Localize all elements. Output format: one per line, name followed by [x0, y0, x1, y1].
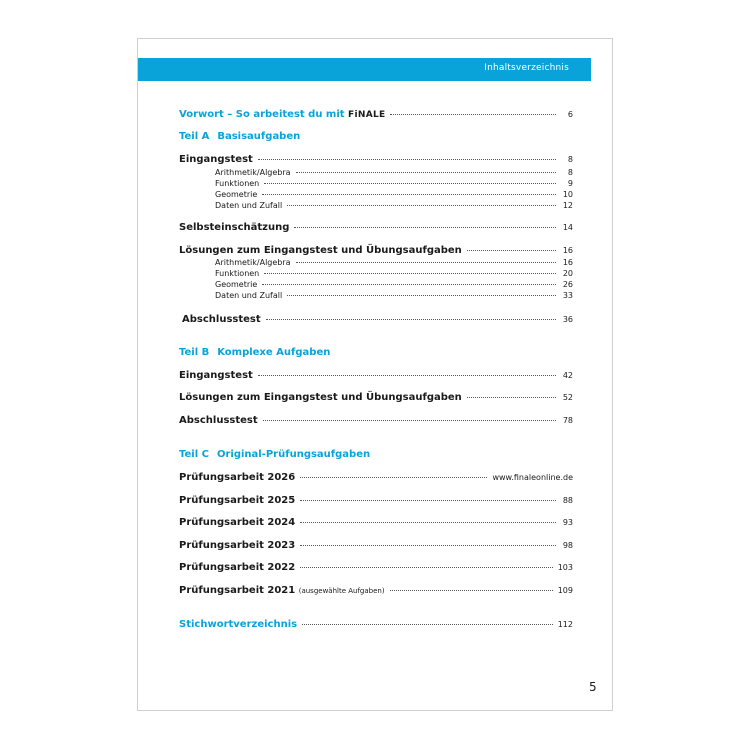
page-ref: 93: [562, 518, 573, 527]
leader-dots: [287, 205, 556, 206]
page-ref: 8: [567, 168, 573, 177]
page-ref: 6: [567, 110, 573, 119]
section-heading-teil-b: [179, 347, 330, 358]
page-ref: 12: [562, 201, 573, 210]
entry-label: Prüfungsarbeit 2023: [179, 540, 296, 551]
entry-label: Daten und Zufall: [215, 291, 283, 300]
website-link[interactable]: www.finaleonline.de: [492, 473, 573, 482]
leader-dots: [467, 397, 556, 398]
entry-label: Abschlusstest: [182, 314, 261, 325]
page-ref: 26: [562, 280, 573, 289]
page-ref: 109: [557, 586, 573, 595]
toc-entry-pruefung-2022[interactable]: [179, 562, 573, 573]
page-ref: 14: [562, 223, 573, 232]
page-ref: 88: [562, 496, 573, 505]
page-number: 5: [589, 680, 597, 694]
page-ref: 20: [562, 269, 573, 278]
toc-entry-stichwortverzeichnis[interactable]: [179, 619, 573, 630]
entry-label: Eingangstest: [179, 370, 253, 381]
entry-label: Abschlusstest: [179, 415, 258, 426]
page-ref: 33: [562, 291, 573, 300]
toc-entry-selbsteinschaetzung[interactable]: [179, 222, 573, 233]
page-ref: 98: [562, 541, 573, 550]
leader-dots: [262, 194, 556, 195]
toc-entry-pruefung-2026[interactable]: [179, 472, 573, 483]
leader-dots: [300, 500, 556, 501]
toc-subentry[interactable]: [179, 280, 573, 289]
entry-label: Arithmetik/Algebra: [215, 258, 291, 267]
section-teil-label: Teil B: [179, 347, 210, 358]
page-ref: 112: [557, 620, 573, 629]
entry-label: Arithmetik/Algebra: [215, 168, 291, 177]
page-ref: 42: [562, 371, 573, 380]
entry-label: Prüfungsarbeit 2025: [179, 495, 296, 506]
entry-label: Funktionen: [215, 269, 260, 278]
entry-label: Funktionen: [215, 179, 260, 188]
toc-entry-abschlusstest-b[interactable]: [179, 415, 573, 426]
entry-label: Selbsteinschätzung: [179, 222, 290, 233]
page-ref: 36: [562, 315, 573, 324]
entry-label: Daten und Zufall: [215, 201, 283, 210]
vorwort-label: Vorwort – So arbeitest du mit: [179, 109, 349, 120]
entry-label: Geometrie: [215, 280, 258, 289]
toc-subentry[interactable]: [179, 179, 573, 188]
section-title: Original-Prüfungsaufgaben: [216, 449, 371, 460]
leader-dots: [264, 273, 556, 274]
leader-dots: [300, 477, 487, 478]
entry-label: Prüfungsarbeit 2021: [179, 585, 296, 596]
section-heading-teil-a: [179, 131, 300, 142]
entry-label: Geometrie: [215, 190, 258, 199]
leader-dots: [294, 227, 556, 228]
book-page: [137, 38, 613, 711]
leader-dots: [264, 183, 556, 184]
page-ref: 78: [562, 416, 573, 425]
toc-entry-loesungen-b[interactable]: [179, 392, 573, 403]
toc-entry-pruefung-2024[interactable]: [179, 517, 573, 528]
section-teil-label: Teil C: [179, 449, 209, 460]
section-teil-label: Teil A: [179, 131, 210, 142]
leader-dots: [296, 172, 556, 173]
header-title: Inhaltsverzeichnis: [484, 63, 569, 73]
entry-label: Eingangstest: [179, 154, 253, 165]
toc-entry-eingangstest-b[interactable]: [179, 370, 573, 381]
toc-entry-pruefung-2025[interactable]: [179, 495, 573, 506]
leader-dots: [258, 159, 556, 160]
toc-entry-pruefung-2023[interactable]: [179, 540, 573, 551]
page-ref: 8: [567, 155, 573, 164]
entry-label: Lösungen zum Eingangstest und Übungsaufgaben: [179, 245, 462, 256]
toc-entry-vorwort[interactable]: [179, 109, 573, 120]
page-ref: 9: [567, 179, 573, 188]
leader-dots: [287, 295, 556, 296]
header-bar: [138, 58, 591, 81]
leader-dots: [296, 262, 556, 263]
toc-entry-loesungen-a[interactable]: [179, 245, 573, 256]
entry-label: Lösungen zum Eingangstest und Übungsaufgaben: [179, 392, 462, 403]
leader-dots: [390, 590, 553, 591]
entry-label: Prüfungsarbeit 2024: [179, 517, 296, 528]
leader-dots: [302, 624, 553, 625]
leader-dots: [300, 567, 552, 568]
leader-dots: [258, 375, 556, 376]
page-ref: 52: [562, 393, 573, 402]
page-ref: 16: [562, 258, 573, 267]
toc-subentry[interactable]: [179, 201, 573, 210]
leader-dots: [262, 284, 556, 285]
entry-note: (ausgewählte Aufgaben): [298, 587, 385, 595]
leader-dots: [390, 114, 556, 115]
toc-subentry[interactable]: [179, 291, 573, 300]
leader-dots: [300, 522, 556, 523]
toc-subentry[interactable]: [179, 168, 573, 177]
leader-dots: [300, 545, 556, 546]
section-heading-teil-c: [179, 449, 370, 460]
section-title: Basisaufgaben: [217, 131, 301, 142]
leader-dots: [467, 250, 556, 251]
toc-entry-pruefung-2021[interactable]: [179, 585, 573, 596]
toc-entry-abschlusstest-a[interactable]: [179, 314, 573, 325]
page-ref: 16: [562, 246, 573, 255]
section-title: Komplexe Aufgaben: [217, 347, 331, 358]
toc-subentry[interactable]: [179, 190, 573, 199]
toc-subentry[interactable]: [179, 269, 573, 278]
page-ref: 103: [557, 563, 573, 572]
toc-entry-eingangstest-a[interactable]: [179, 154, 573, 165]
leader-dots: [266, 319, 556, 320]
page-ref: 10: [562, 190, 573, 199]
entry-label: Stichwortverzeichnis: [179, 619, 298, 630]
toc-subentry[interactable]: [179, 258, 573, 267]
entry-label: Prüfungsarbeit 2026: [179, 472, 296, 483]
leader-dots: [263, 420, 556, 421]
entry-label: Prüfungsarbeit 2022: [179, 562, 296, 573]
finale-logo: FiNALE: [348, 110, 386, 120]
